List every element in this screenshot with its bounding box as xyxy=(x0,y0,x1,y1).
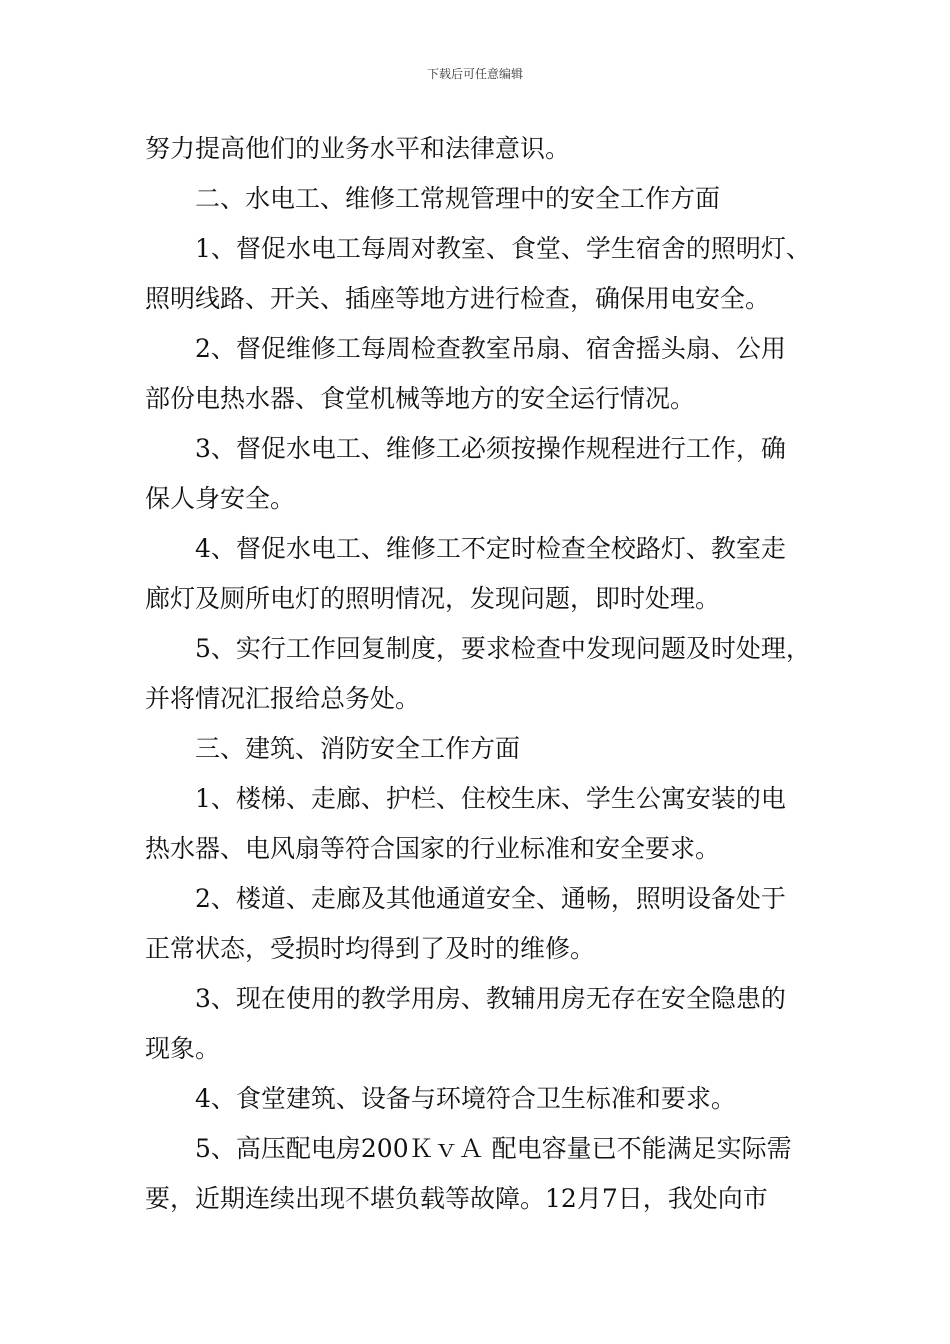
text-line: 保人身安全。 xyxy=(145,484,296,513)
text-line: 廊灯及厕所电灯的照明情况，发现问题，即时处理。 xyxy=(145,584,721,613)
text-line: 部份电热水器、食堂机械等地方的安全运行情况。 xyxy=(145,384,696,413)
text-line: 1、督促水电工每周对教室、食堂、学生宿舍的照明灯、 xyxy=(195,234,811,263)
text-line: 2、督促维修工每周检查教室吊扇、宿舍摇头扇、公用 xyxy=(195,334,786,363)
text-line: 努力提高他们的业务水平和法律意识。 xyxy=(145,134,571,163)
text-line: 5、实行工作回复制度，要求检查中发现问题及时处理， xyxy=(195,634,811,663)
text-line: 3、现在使用的教学用房、教辅用房无存在安全隐患的 xyxy=(195,984,786,1013)
page-header-note: 下载后可任意编辑 xyxy=(426,67,523,81)
text-line: 并将情况汇报给总务处。 xyxy=(145,684,421,713)
section-heading: 三、建筑、消防安全工作方面 xyxy=(195,734,521,763)
text-line: 3、督促水电工、维修工必须按操作规程进行工作，确 xyxy=(195,434,786,463)
text-line: 5、高压配电房200ＫｖＡ 配电容量已不能满足实际需 xyxy=(195,1134,792,1163)
text-line: 正常状态，受损时均得到了及时的维修。 xyxy=(145,934,596,963)
section-heading: 二、水电工、维修工常规管理中的安全工作方面 xyxy=(195,184,721,213)
text-line: 现象。 xyxy=(145,1034,221,1063)
text-line: 照明线路、开关、插座等地方进行检查，确保用电安全。 xyxy=(145,284,771,313)
text-line: 1、楼梯、走廊、护栏、住校生床、学生公寓安装的电 xyxy=(195,784,786,813)
text-line: 热水器、电风扇等符合国家的行业标准和安全要求。 xyxy=(145,834,721,863)
text-line: 4、食堂建筑、设备与环境符合卫生标准和要求。 xyxy=(195,1084,736,1113)
text-line: 4、督促水电工、维修工不定时检查全校路灯、教室走 xyxy=(195,534,786,563)
document-body xyxy=(145,124,810,1224)
text-line: 2、楼道、走廊及其他通道安全、通畅，照明设备处于 xyxy=(195,884,786,913)
text-line: 要，近期连续出现不堪负载等故障。12月7日，我处向市 xyxy=(145,1184,768,1213)
